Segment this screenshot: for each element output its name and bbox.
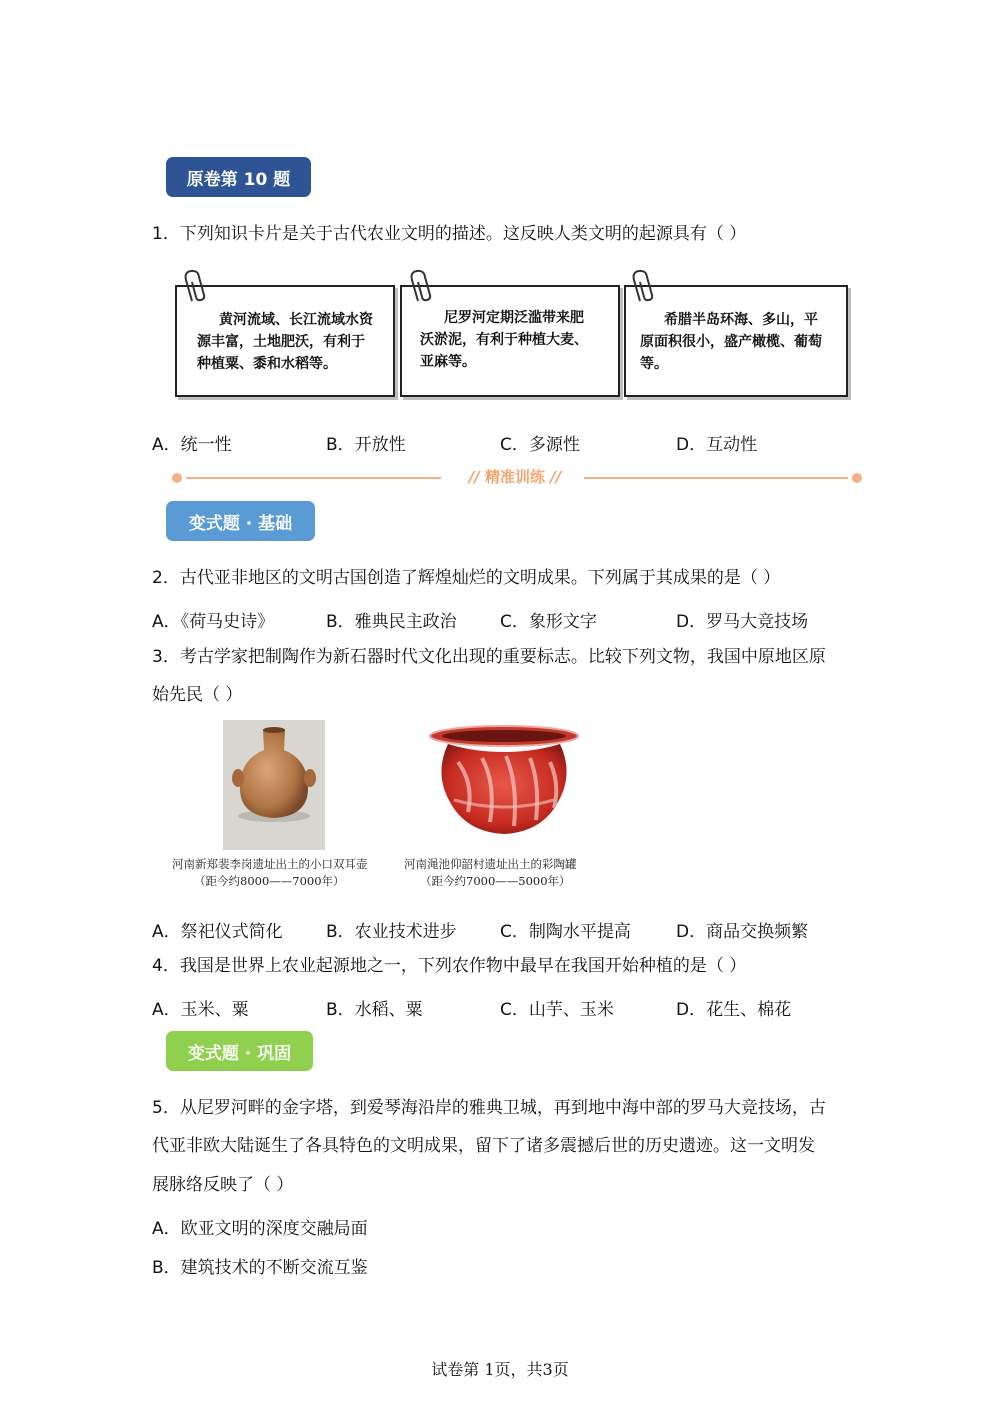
paperclip-icon xyxy=(182,268,212,304)
section-divider xyxy=(172,466,862,486)
image-2-caption-line-1: 河南渑池仰韶村遗址出土的彩陶罐 xyxy=(404,857,577,871)
paperclip-icon xyxy=(630,268,660,304)
question-5-stem-line-2: 代亚非欧大陆诞生了各具特色的文明成果，留下了诸多震撼后世的历史遗迹。这一文明发 xyxy=(152,1136,815,1156)
painted-pottery-jar-image xyxy=(424,722,584,852)
image-1-caption-line-1: 河南新郑裴李岗遗址出土的小口双耳壶 xyxy=(172,857,368,871)
q4-option-a: A．玉米、粟 xyxy=(152,1000,249,1020)
question-5-stem-line-1: 5．从尼罗河畔的金字塔，到爱琴海沿岸的雅典卫城，再到地中海中部的罗马大竞技场，古 xyxy=(152,1098,826,1118)
question-2-stem: 2．古代亚非地区的文明古国创造了辉煌灿烂的文明成果。下列属于其成果的是（ ） xyxy=(152,568,781,588)
card-3-line-2: 原面积很小，盛产橄榄、葡萄 xyxy=(640,334,822,350)
paperclip-icon xyxy=(408,268,438,304)
card-3-line-3: 等。 xyxy=(640,356,668,372)
q1-option-a: A．统一性 xyxy=(152,435,232,455)
q1-option-c: C．多源性 xyxy=(500,435,580,455)
divider-dot xyxy=(852,473,862,483)
divider-line-left xyxy=(186,477,441,479)
pottery-icon xyxy=(223,720,325,850)
question-1-stem: 1．下列知识卡片是关于古代农业文明的描述。这反映人类文明的起源具有（ ） xyxy=(152,224,747,244)
q2-option-c: C．象形文字 xyxy=(500,612,597,632)
q3-option-c: C．制陶水平提高 xyxy=(500,922,631,942)
card-1-line-1: 黄河流域、长江流域水资 xyxy=(219,312,373,328)
q3-option-a: A．祭祀仪式简化 xyxy=(152,922,283,942)
image-1-caption-line-2: （距今约8000——7000年） xyxy=(194,874,345,888)
card-2-line-3: 亚麻等。 xyxy=(420,354,476,370)
card-2-line-1: 尼罗河定期泛滥带来肥 xyxy=(444,310,584,326)
card-2-line-2: 沃淤泥，有利于种植大麦、 xyxy=(420,332,588,348)
q3-option-b: B．农业技术进步 xyxy=(326,922,457,942)
q1-option-b: B．开放性 xyxy=(326,435,406,455)
q5-option-b: B．建筑技术的不断交流互鉴 xyxy=(152,1258,368,1278)
question-4-stem: 4．我国是世界上农业起源地之一，下列农作物中最早在我国开始种植的是（ ） xyxy=(152,956,747,976)
divider-label: // 精准训练 // xyxy=(468,468,562,486)
card-1-line-3: 种植粟、黍和水稻等。 xyxy=(197,356,337,372)
divider-line-right xyxy=(584,477,848,479)
variant-basic-badge: 变式题 · 基础 xyxy=(166,501,315,541)
q2-option-b: B．雅典民主政治 xyxy=(326,612,457,632)
q4-option-b: B．水稻、粟 xyxy=(326,1000,423,1020)
q2-option-a: A．《荷马史诗》 xyxy=(152,612,275,632)
q2-option-d: D．罗马大竞技场 xyxy=(676,612,809,632)
pottery-icon xyxy=(424,722,584,852)
original-question-badge: 原卷第 10 题 xyxy=(166,157,311,197)
divider-dot xyxy=(172,473,182,483)
variant-consolidate-badge: 变式题 · 巩固 xyxy=(166,1031,313,1071)
question-5-stem-line-3: 展脉络反映了（ ） xyxy=(152,1175,294,1195)
q4-option-c: C．山芋、玉米 xyxy=(500,1000,614,1020)
q1-option-d: D．互动性 xyxy=(676,435,758,455)
q5-option-a: A．欧亚文明的深度交融局面 xyxy=(152,1219,368,1239)
card-3-line-1: 希腊半岛环海、多山，平 xyxy=(664,312,818,328)
page-footer: 试卷第 1页，共3页 xyxy=(431,1360,569,1379)
double-handle-pot-image xyxy=(223,720,325,850)
question-3-stem-line-2: 始先民（ ） xyxy=(152,685,243,705)
question-3-stem-line-1: 3．考古学家把制陶作为新石器时代文化出现的重要标志。比较下列文物，我国中原地区原 xyxy=(152,647,826,667)
image-2-caption-line-2: （距今约7000——5000年） xyxy=(420,874,571,888)
card-1-line-2: 源丰富，土地肥沃，有利于 xyxy=(197,334,365,350)
q3-option-d: D．商品交换频繁 xyxy=(676,922,809,942)
q4-option-d: D．花生、棉花 xyxy=(676,1000,792,1020)
